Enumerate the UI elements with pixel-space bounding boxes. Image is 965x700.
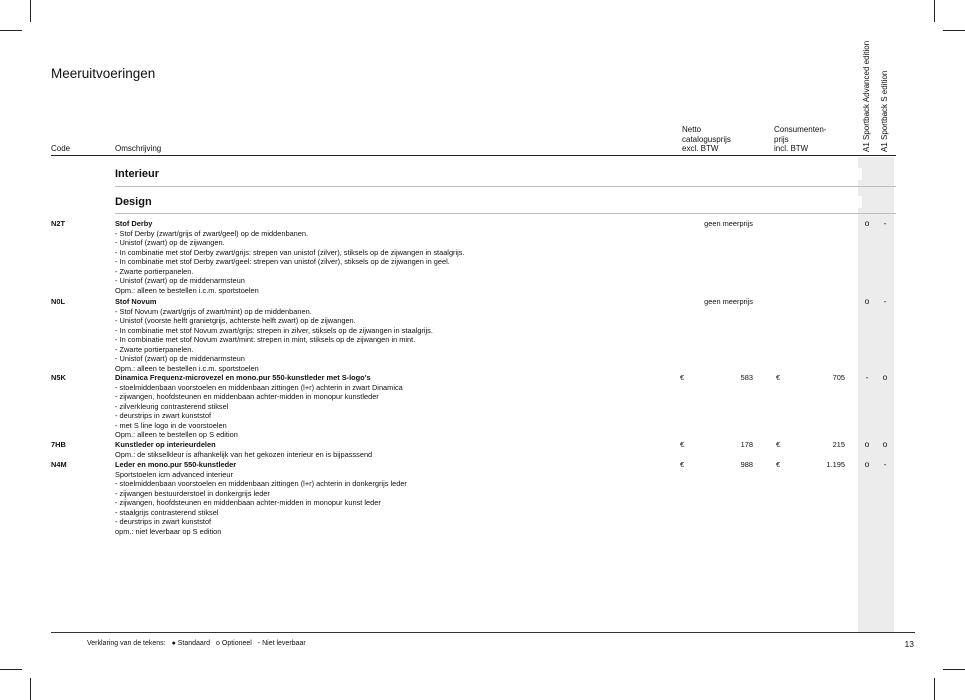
description-line: - Zwarte portierpanelen.: [115, 344, 194, 354]
header-net-price-line: Netto: [682, 125, 702, 134]
option-code: N2T: [51, 219, 65, 228]
net-price: 583: [740, 373, 753, 382]
bullet-icon: ●: [171, 640, 176, 647]
net-price: 178: [740, 440, 753, 449]
option-description: [115, 460, 675, 536]
header-consumer-price: [774, 125, 826, 154]
currency-symbol: €: [776, 460, 781, 469]
description-line: - deurstrips in zwart kunststof: [115, 517, 212, 527]
description-line: - Unistof (zwart) op de zijwangen.: [115, 238, 225, 248]
option-code: N0L: [51, 297, 65, 306]
availability-model2: o: [882, 439, 888, 449]
net-price: 988: [740, 460, 753, 469]
availability-model2: -: [883, 218, 887, 228]
consumer-price: 215: [832, 440, 845, 449]
description-line: - Unistof (zwart) op de middenarmsteun: [115, 354, 245, 364]
option-title: Dinamica Frequenz-microvezel en mono.pur 550-kunstleder met S-logo's: [115, 373, 371, 382]
description-line: Opm.: alleen te bestellen i.c.m. sportstoelen: [115, 285, 259, 295]
description-line: - In combinatie met stof Derby zwart/geel: strepen van unistof (zilver), stiksels op de zijwangen in geel.: [115, 257, 450, 267]
description-line: - stoelmiddenbaan voorstoelen en middenbaan zittingen (l+r) achterin in zwart Dinamica: [115, 382, 403, 392]
availability-model1: o: [864, 439, 870, 449]
option-title: Stof Derby: [115, 219, 153, 228]
page-number: 13: [904, 639, 914, 649]
header-net-price-line: excl. BTW: [682, 144, 719, 153]
crop-mark: [0, 669, 22, 670]
crop-mark: [943, 669, 965, 670]
header-net-price: [682, 125, 731, 154]
description-line: - Stof Derby (zwart/grijs of zwart/geel) op de middenbanen.: [115, 228, 309, 238]
availability-model1: -: [865, 372, 869, 382]
section-heading-interieur: Interieur: [115, 168, 862, 180]
availability-model1: o: [864, 218, 870, 228]
header-model1: A1 Sportback Advanced edition: [862, 40, 871, 152]
legend-na-symbol: -: [257, 640, 261, 647]
description-line: - zilverkleurig contrasterend stiksel: [115, 401, 229, 411]
description-line: - met S line logo in de voorstoelen: [115, 420, 227, 430]
description-line: Opm.: alleen te bestellen op S edition: [115, 430, 238, 440]
description-line: - Unistof (zwart) op de middenarmsteun: [115, 276, 245, 286]
option-description: [115, 373, 675, 440]
description-line: Opm.: de stikselkleur is afhankelijk van het gekozen interieur en is bijpasssend: [115, 449, 373, 459]
option-code: 7HB: [51, 440, 66, 449]
option-title: Leder en mono.pur 550-kunstleder: [115, 460, 237, 469]
description-line: Sportstoelen icm advanced interieur: [115, 469, 233, 479]
legend-label: Verklaring van de tekens:: [87, 640, 166, 647]
description-line: - In combinatie met stof Novum zwart/grijs: strepen in zilver, stiksels op de zijwangen in staalgrijs.: [115, 325, 433, 335]
header-consumer-price-line: Consumenten-: [774, 125, 827, 134]
currency-symbol: €: [680, 373, 685, 382]
description-line: - In combinatie met stof Novum zwart/mint: strepen in mint, stiksels op de zijwangen in mint.: [115, 335, 416, 345]
currency-symbol: €: [776, 440, 781, 449]
currency-symbol: €: [680, 440, 685, 449]
option-code: N5K: [51, 373, 66, 382]
option-code: N4M: [51, 460, 67, 469]
section-rule: [115, 213, 896, 214]
currency-symbol: €: [776, 373, 781, 382]
legend-optional: Optioneel: [221, 640, 252, 647]
header-description: Omschrijving: [115, 144, 162, 153]
currency-symbol: €: [680, 460, 685, 469]
legend-standard: Standaard: [177, 640, 211, 647]
description-line: - In combinatie met stof Derby zwart/grijs: strepen van unistof (zilver), stiksels op de zijwangen in staalgrijs.: [115, 247, 465, 257]
description-line: Opm.: alleen te bestellen i.c.m. sportstoelen: [115, 363, 259, 373]
section-heading-design: Design: [115, 196, 862, 208]
footer-legend: [87, 640, 306, 647]
availability-model2: -: [883, 296, 887, 306]
description-line: - Stof Novum (zwart/grijs of zwart/mint) op de middenbanen.: [115, 306, 312, 316]
availability-model1: o: [864, 296, 870, 306]
description-line: - zijwangen, hoofdsteunen en middenbaan achter-midden in monopur kunst leder: [115, 498, 381, 508]
crop-mark: [0, 30, 22, 31]
description-line: - zijwangen, hoofdsteunen en middenbaan achter-midden in monopur kunstleder: [115, 392, 379, 402]
price-note: geen meerprijs: [704, 219, 753, 228]
option-description: [115, 297, 675, 373]
page-title: Meeruitvoeringen: [51, 66, 156, 81]
footer-rule: [51, 632, 915, 633]
option-title: Stof Novum: [115, 297, 157, 306]
availability-model2: -: [883, 459, 887, 469]
crop-mark: [934, 678, 935, 700]
crop-mark: [30, 678, 31, 700]
description-line: - stoelmiddenbaan voorstoelen en middenbaan zittingen (l+r) achterin in donkergrijs leder: [115, 479, 407, 489]
crop-mark: [934, 0, 935, 22]
description-line: - deurstrips in zwart kunststof: [115, 411, 212, 421]
section-rule: [115, 186, 896, 187]
description-line: - Unistof (voorste helft granietgrijs, achterste helft zwart) op de zijwangen.: [115, 316, 356, 326]
legend-na: Niet leverbaar: [262, 640, 306, 647]
header-rule: [51, 155, 896, 156]
header-code: Code: [51, 144, 71, 153]
description-line: - Zwarte portierpanelen.: [115, 266, 194, 276]
header-consumer-price-line: incl. BTW: [774, 144, 809, 153]
option-description: [115, 440, 675, 459]
availability-model1: o: [864, 459, 870, 469]
crop-mark: [30, 0, 31, 22]
option-description: [115, 219, 675, 295]
price-note: geen meerprijs: [704, 297, 753, 306]
consumer-price: 1.195: [826, 460, 845, 469]
description-line: opm.: niet leverbaar op S edition: [115, 526, 222, 536]
description-line: - staalgrijs contrasterend stiksel: [115, 507, 219, 517]
consumer-price: 705: [832, 373, 845, 382]
description-line: - zijwangen bestuurderstoel in donkergrijs leder: [115, 488, 270, 498]
crop-mark: [943, 30, 965, 31]
option-title: Kunstleder op interieurdelen: [115, 440, 216, 449]
header-net-price-line: catalogusprijs: [682, 134, 731, 144]
legend-optional-symbol: o: [216, 640, 220, 647]
availability-model2: o: [882, 372, 888, 382]
header-model2: A1 Sportback S edition: [880, 70, 889, 152]
header-consumer-price-line: prijs: [774, 134, 789, 144]
